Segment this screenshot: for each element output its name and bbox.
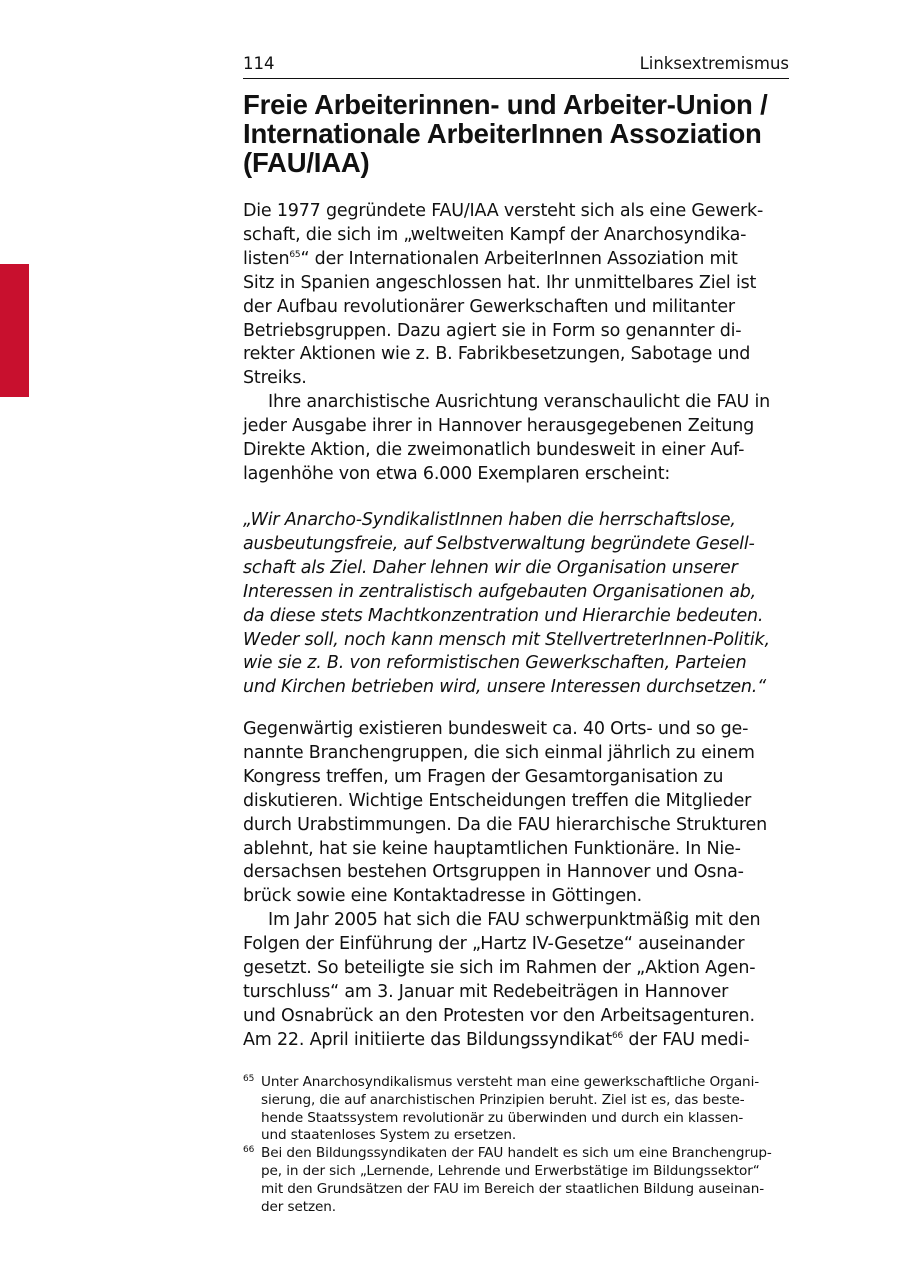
chapter-marker-tab: [0, 264, 29, 397]
footnote-line: mit den Grundsätzen der FAU im Bereich der staatlichen Bildung auseinan-: [261, 1180, 765, 1197]
page-number: 114: [243, 54, 275, 73]
text-line: turschluss“ am 3. Januar mit Redebeiträgen in Hannover: [243, 981, 729, 1002]
text-line: nannte Branchengruppen, die sich einmal jährlich zu einem: [243, 742, 755, 763]
quote-line: da diese stets Machtkonzentration und Hierarchie bedeuten.: [243, 605, 764, 626]
footnote-ref-65[interactable]: 65: [289, 249, 301, 260]
title-line: (FAU/IAA): [243, 147, 370, 178]
text-line: lagenhöhe von etwa 6.000 Exemplaren erscheint:: [243, 463, 671, 484]
text-line: und Osnabrück an den Protesten vor den Arbeitsagenturen.: [243, 1005, 755, 1026]
text-line: listen$^{65}$“ der Internationalen ArbeiterInnen Assoziation mit: [243, 248, 738, 269]
quote-line: wie sie z. B. von reformistischen Gewerkschaften, Parteien: [243, 653, 747, 674]
quote-line: „Wir Anarcho-SyndikalistInnen haben die herrschaftslose,: [243, 510, 736, 530]
quote-line: und Kirchen betrieben wird, unsere Interessen durchsetzen.“: [243, 677, 767, 698]
footnotes: [243, 1074, 789, 1216]
text-line: Kongress treffen, um Fragen der Gesamtorganisation zu: [243, 766, 724, 787]
text-line: schaft, die sich im „weltweiten Kampf der Anarchosyndika-: [243, 224, 747, 245]
paragraph-newspaper: [243, 391, 789, 487]
text-line: Gegenwärtig existieren bundesweit ca. 40 Orts- und so ge-: [243, 719, 749, 739]
text-line: brück sowie eine Kontaktadresse in Göttingen.: [243, 886, 643, 907]
quote-line: Weder soll, noch kann mensch mit StellvertreterInnen-Politik,: [243, 629, 770, 650]
footnote-line: pe, in der sich „Lernende, Lehrende und Erwerbstätige im Bildungssektor“: [261, 1162, 760, 1179]
text-line: Die 1977 gegründete FAU/IAA versteht sich als eine Gewerk-: [243, 201, 764, 221]
title-line: Internationale ArbeiterInnen Assoziation: [243, 118, 762, 149]
text-line: Sitz in Spanien angeschlossen hat. Ihr unmittelbares Ziel ist: [243, 272, 757, 293]
text-line: diskutieren. Wichtige Entscheidungen treffen die Mitglieder: [243, 790, 752, 811]
text-line: Am 22. April initiierte das Bildungssyndikat$^{66}$ der FAU medi-: [243, 1029, 750, 1050]
text-line: dersachsen bestehen Ortsgruppen in Hannover und Osna-: [243, 862, 744, 883]
text-line: Im Jahr 2005 hat sich die FAU schwerpunktmäßig mit den: [268, 910, 761, 930]
text-line: Ihre anarchistische Ausrichtung veranschaulicht die FAU in: [268, 392, 771, 412]
text-line: Direkte Aktion, die zweimonatlich bundesweit in einer Auf-: [243, 439, 745, 460]
quote-line: Interessen in zentralistisch aufgebauten Organisationen ab,: [243, 581, 756, 602]
footnote-line: Bei den Bildungssyndikaten der FAU handelt es sich um eine Branchengrup-: [261, 1145, 772, 1162]
text-line: Folgen der Einführung der „Hartz IV-Gesetze“ auseinander: [243, 933, 745, 954]
quote-line: ausbeutungsfreie, auf Selbstverwaltung begründete Gesell-: [243, 533, 755, 554]
footnote-line: Unter Anarchosyndikalismus versteht man eine gewerkschaftliche Organi-: [261, 1074, 760, 1090]
quote-line: schaft als Ziel. Daher lehnen wir die Organisation unserer: [243, 557, 738, 578]
text-line: der Aufbau revolutionärer Gewerkschaften und militanter: [243, 296, 735, 317]
text-line: ablehnt, hat sie keine hauptamtlichen Funktionäre. In Nie-: [243, 838, 741, 859]
article-title: [243, 90, 803, 177]
footnote-line: und staatenloses System zu ersetzen.: [261, 1127, 517, 1144]
footnote-line: sierung, die auf anarchistischen Prinzipien beruht. Ziel ist es, das beste-: [261, 1091, 745, 1108]
running-header: [243, 52, 789, 79]
text-line: gesetzt. So beteiligte sie sich im Rahmen der „Aktion Agen-: [243, 957, 756, 978]
title-line: Freie Arbeiterinnen- und Arbeiter-Union /: [243, 89, 768, 120]
block-quote: [243, 509, 789, 700]
text-line: rekter Aktionen wie z. B. Fabrikbesetzungen, Sabotage und: [243, 344, 751, 365]
paragraph-groups: [243, 718, 789, 909]
footnote-marker: 65: [243, 1074, 255, 1084]
footnote-ref-66[interactable]: 66: [612, 1030, 624, 1041]
footnote-line: hende Staatssystem revolutionär zu überwinden und durch ein klassen-: [261, 1109, 744, 1126]
footnote-marker: 66: [243, 1145, 255, 1156]
paragraph-intro: [243, 200, 789, 391]
section-title: Linksextremismus: [639, 54, 789, 73]
text-line: jeder Ausgabe ihrer in Hannover herausgegebenen Zeitung: [243, 415, 755, 436]
paragraph-2005: [243, 909, 789, 1052]
footnote-line: der setzen.: [261, 1198, 337, 1215]
text-line: durch Urabstimmungen. Da die FAU hierarchische Strukturen: [243, 814, 767, 835]
footnote-66: [243, 1145, 789, 1216]
text-line: Betriebsgruppen. Dazu agiert sie in Form so genannter di-: [243, 320, 742, 341]
footnote-65: [243, 1074, 789, 1145]
text-line: Streiks.: [243, 368, 307, 389]
